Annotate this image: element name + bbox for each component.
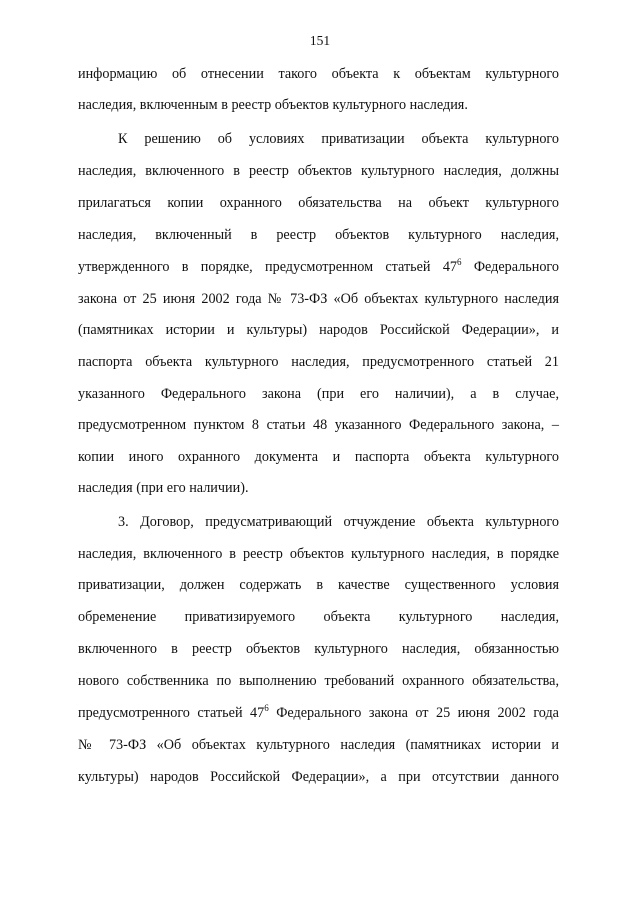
text-line: включенного в реестр объектов культурного наследия, обязанностью [78, 641, 559, 657]
text-line [78, 703, 559, 723]
text-line: культуры) народов Российской Федерации», а при отсутствии данного [78, 769, 559, 785]
text-line: предусмотренном пунктом 8 статьи 48 указанного Федерального закона, – [78, 417, 559, 433]
text-line: № 73-ФЗ «Об объектах культурного наследия (памятниках истории и [78, 737, 559, 753]
text-line: (памятниках истории и культуры) народов Российской Федерации», и [78, 322, 559, 338]
text-line: информацию об отнесении такого объекта к объектам культурного [78, 66, 559, 82]
text-line: указанного Федерального закона (при его наличии), а в случае, [78, 386, 559, 402]
superscript: 6 [457, 257, 462, 267]
page-number: 151 [309, 33, 331, 48]
text-line [78, 257, 559, 277]
text-line: закона от 25 июня 2002 года № 73-ФЗ «Об объектах культурного наследия [78, 291, 559, 307]
superscript: 6 [264, 703, 269, 713]
text-line: нового собственника по выполнению требований охранного обязательства, [78, 673, 559, 689]
text-line: 3. Договор, предусматривающий отчуждение объекта культурного [118, 514, 559, 530]
text-segment: утвержденного в порядке, предусмотренном статьей 47 [78, 259, 458, 275]
text-line: копии иного охранного документа и паспорта объекта культурного [78, 449, 559, 465]
text-line: прилагаться копии охранного обязательства на объект культурного [78, 195, 559, 211]
text-line: наследия (при его наличии). [78, 480, 249, 496]
text-line: наследия, включенного в реестр объектов культурного наследия, в порядке [78, 546, 559, 562]
text-line: К решению об условиях приватизации объекта культурного [118, 131, 559, 147]
text-segment: Федерального [461, 259, 559, 275]
text-line: обременение приватизируемого объекта культурного наследия, [78, 609, 559, 625]
text-segment: предусмотренного статьей 47 [78, 705, 265, 721]
text-line: наследия, включенного в реестр объектов культурного наследия, должны [78, 163, 559, 179]
text-line: паспорта объекта культурного наследия, предусмотренного статьей 21 [78, 354, 559, 370]
text-line: наследия, включенным в реестр объектов культурного наследия. [78, 97, 468, 113]
text-line: наследия, включенный в реестр объектов культурного наследия, [78, 227, 559, 243]
text-segment: Федерального закона от 25 июня 2002 года [268, 705, 559, 721]
text-line: приватизации, должен содержать в качестве существенного условия [78, 577, 559, 593]
